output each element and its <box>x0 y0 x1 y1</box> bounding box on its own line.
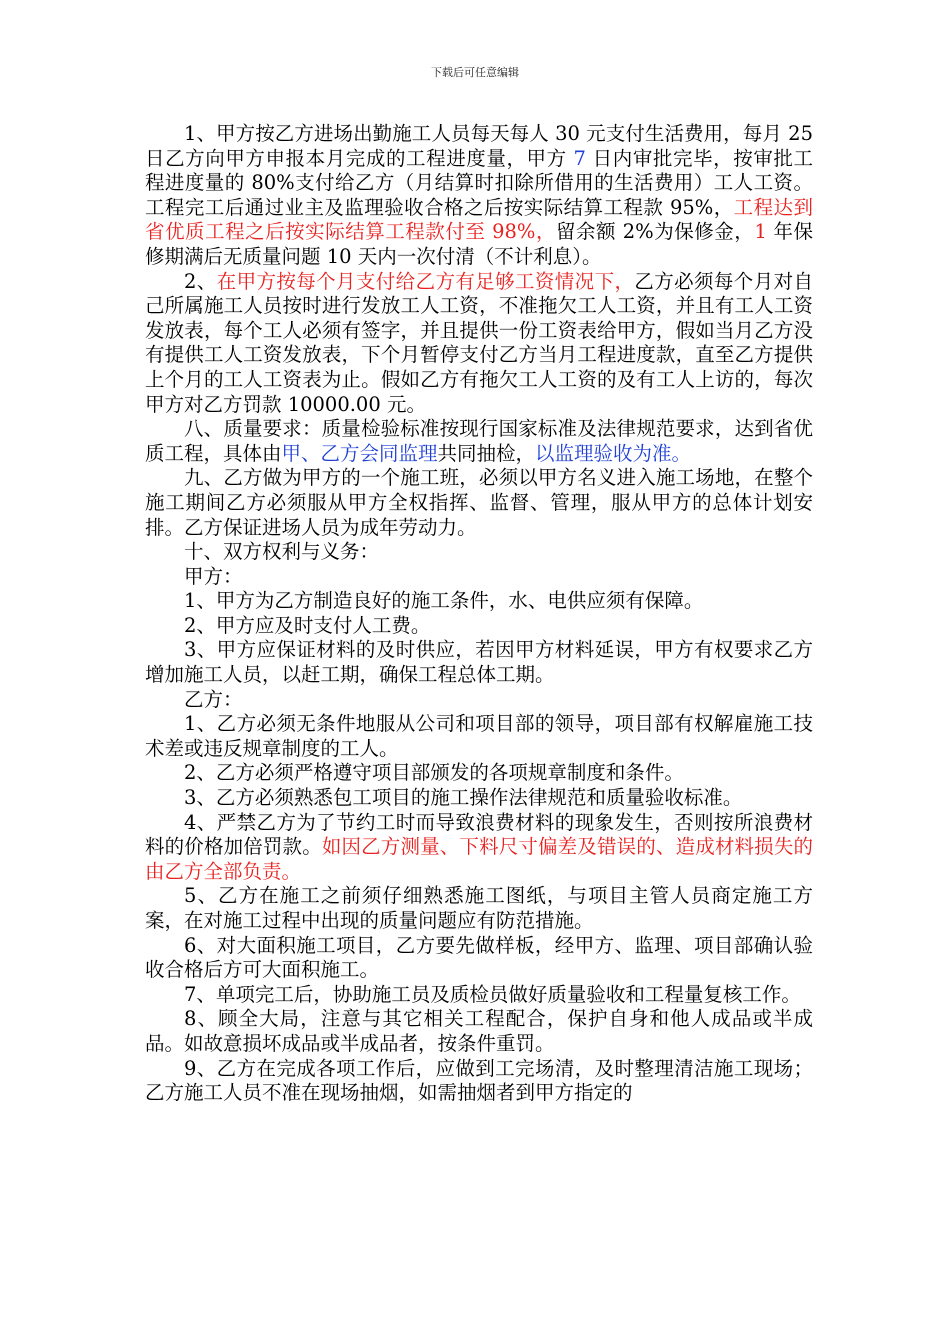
text-run: 乙方： <box>184 687 243 711</box>
text-run: 八、质量要求：质量检验标准按现行国家标准及法律规范要求，达到省优质工程，具体由 <box>145 417 813 465</box>
text-run: 留余额 2%为保修金， <box>555 220 755 244</box>
paragraph <box>145 466 813 540</box>
text-run: 1、乙方必须无条件地服从公司和项目部的领导，项目部有权解雇施工技术差或违反规章制度的工人。 <box>145 712 813 760</box>
text-run: 4、严禁乙方为了节约工时而导致浪费材料的现象发生，否则按所浪费材料的价格加倍罚款。 <box>145 810 813 859</box>
paragraph <box>145 983 813 1008</box>
paragraph <box>145 1057 813 1106</box>
paragraph <box>145 565 813 590</box>
paragraph <box>145 811 813 885</box>
red-text-run: 工程达到省优质工程之后按实际结算工程款付至 98%， <box>145 195 813 244</box>
blue-text-run: 甲、乙方会同监理 <box>281 441 438 465</box>
text-run: 2、乙方必须严格遵守项目部颁发的各项规章制度和条件。 <box>184 761 684 785</box>
red-text-run: 在甲方按每个月支付给乙方有足够工资情况下， <box>216 269 635 293</box>
red-text-run: 如因乙方测量、下料尺寸偏差及错误的、造成材料损失的由乙方全部负责。 <box>145 835 813 883</box>
page-header: 下载后可任意编辑 <box>431 66 519 79</box>
text-run: 九、乙方做为甲方的一个施工班，必须以甲方名义进入施工场地，在整个施工期间乙方必须服从甲方全权指挥、监督、管理，服从甲方的总体计划安排。乙方保证进场人员为成年劳动力。 <box>145 466 813 539</box>
paragraph <box>145 589 813 614</box>
document-body <box>145 122 813 1106</box>
blue-text-run: 7 <box>573 146 586 170</box>
text-run: 共同抽检， <box>437 441 536 465</box>
paragraph <box>145 786 813 811</box>
text-run: 十、双方权利与义务： <box>184 540 380 564</box>
text-run: 6、对大面积施工项目，乙方要先做样板，经甲方、监理、项目部确认验收合格后方可大面积施工。 <box>145 933 813 982</box>
text-run: 2、 <box>184 269 217 293</box>
paragraph <box>145 122 813 270</box>
text-run: 甲方： <box>184 564 243 588</box>
text-run: 1、甲方按乙方进场出勤施工人员每天每人 30 元支付生活费用，每月 25 日乙方向甲方申报本月完成的工程进度量，甲方 <box>145 122 813 170</box>
red-text-run: 1 <box>754 220 767 244</box>
text-run: 年保修期满后无质量问题 10 天内一次付清（不计利息）。 <box>145 220 814 268</box>
blue-text-run: 以监理验收为准。 <box>535 441 692 465</box>
paragraph <box>145 688 813 713</box>
text-run: 3、甲方应保证材料的及时供应，若因甲方材料延误，甲方有权要求乙方增加施工人员，以赶工期，确保工程总体工期。 <box>145 638 813 687</box>
text-run: 5、乙方在施工之前须仔细熟悉施工图纸，与项目主管人员商定施工方案，在对施工过程中出现的质量问题应有防范措施。 <box>145 884 813 932</box>
text-run: 8、顾全大局，注意与其它相关工程配合，保护自身和他人成品或半成品。如故意损坏成品或半成品者，按条件重罚。 <box>145 1007 813 1055</box>
paragraph <box>145 761 813 786</box>
text-run: 2、甲方应及时支付人工费。 <box>184 613 431 637</box>
text-run: 1、甲方为乙方制造良好的施工条件，水、电供应须有保障。 <box>184 589 704 613</box>
paragraph <box>145 540 813 565</box>
text-run: 乙方必须每个月对自己所属施工人员按时进行发放工人工资，不准拖欠工人工资，并且有工人工资发放表，每个工人必须有签字，并且提供一份工资表给甲方，假如当月乙方没有提供工人工资发放表，下个月暂停支付乙方当月工程进度款，直至乙方提供上个月的工人工资表为止。假如乙方有拖欠工人工资的及有工人上访的，每次甲方对乙方罚款 10000.00 元。 <box>145 269 813 416</box>
text-run: 日内审批完毕，按审批工程进度量的 80%支付给乙方（月结算时扣除所借用的生活费用）工人工资。工程完工后通过业主及监理验收合格之后按实际结算工程款 95%， <box>145 146 813 219</box>
paragraph <box>145 638 813 687</box>
paragraph <box>145 270 813 418</box>
text-run: 3、乙方必须熟悉包工项目的施工操作法律规范和质量验收标准。 <box>184 786 743 810</box>
paragraph <box>145 712 813 761</box>
paragraph <box>145 934 813 983</box>
text-run: 9、乙方在完成各项工作后，应做到工完场清，及时整理清洁施工现场；乙方施工人员不准在现场抽烟，如需抽烟者到甲方指定的 <box>145 1056 813 1105</box>
text-run: 7、单项完工后，协助施工员及质检员做好质量验收和工程量复核工作。 <box>184 982 801 1006</box>
paragraph <box>145 884 813 933</box>
paragraph <box>145 1007 813 1056</box>
paragraph <box>145 417 813 466</box>
paragraph <box>145 614 813 639</box>
